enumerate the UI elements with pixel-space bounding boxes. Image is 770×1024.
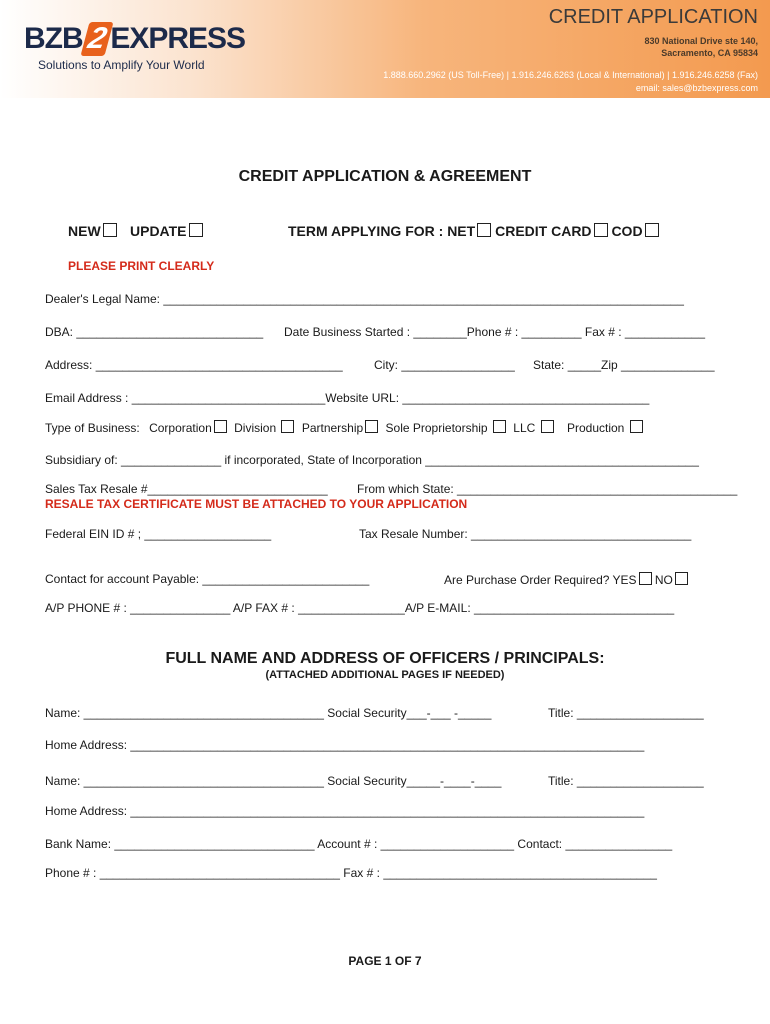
- update-checkbox[interactable]: [189, 223, 203, 237]
- logo-mark: 2: [80, 22, 113, 56]
- term-label: TERM APPLYING FOR : NET: [288, 223, 476, 239]
- partnership-label: Partnership: [301, 421, 364, 435]
- city-field[interactable]: City: _________________: [374, 358, 515, 372]
- logo-slogan: Solutions to Amplify Your World: [38, 58, 205, 72]
- state-zip-field[interactable]: State: _____Zip ______________: [533, 358, 715, 372]
- net-checkbox[interactable]: [477, 223, 491, 237]
- option-update-label: UPDATE: [130, 223, 187, 239]
- page-number: PAGE 1 OF 7: [348, 954, 422, 968]
- new-checkbox[interactable]: [103, 223, 117, 237]
- officer1-home-address-field[interactable]: Home Address: _____________________________________________________________________________: [45, 738, 645, 752]
- from-state-field[interactable]: From which State: __________________________________________: [357, 482, 738, 496]
- bank-field[interactable]: Bank Name: ______________________________ Account # : ____________________ Contact: ________________: [45, 837, 673, 851]
- print-clearly-notice: PLEASE PRINT CLEARLY: [68, 259, 215, 273]
- address-field[interactable]: Address: _____________________________________: [45, 358, 343, 372]
- officer2-title-field[interactable]: Title: ___________________: [548, 774, 704, 788]
- sales-tax-field[interactable]: Sales Tax Resale #___________________________: [45, 482, 328, 496]
- company-logo: [24, 22, 246, 72]
- page-title: CREDIT APPLICATION & AGREEMENT: [238, 168, 532, 185]
- corporation-checkbox[interactable]: [214, 420, 227, 433]
- phone-fax-field[interactable]: Phone # : ____________________________________ Fax # : _________________________________________: [45, 866, 657, 880]
- option-new-label: NEW: [68, 223, 101, 239]
- division-label: Division: [234, 421, 277, 435]
- header-title: CREDIT APPLICATION: [548, 6, 758, 28]
- division-checkbox[interactable]: [281, 420, 294, 433]
- ap-contact-field[interactable]: Contact for account Payable: _________________________: [45, 572, 370, 586]
- po-no-checkbox[interactable]: [675, 572, 688, 585]
- header-banner: [0, 0, 770, 98]
- cod-checkbox[interactable]: [645, 223, 659, 237]
- dba-field[interactable]: DBA: ____________________________: [45, 325, 264, 339]
- officer1-title-field[interactable]: Title: ___________________: [548, 706, 704, 720]
- llc-checkbox[interactable]: [541, 420, 554, 433]
- term-options: [288, 223, 659, 239]
- production-checkbox[interactable]: [630, 420, 643, 433]
- tax-resale-field[interactable]: Tax Resale Number: _________________________________: [359, 527, 692, 541]
- ap-contact-details-field[interactable]: A/P PHONE # : _______________ A/P FAX # : ________________A/P E-MAIL: ______________________________: [45, 601, 675, 615]
- business-type-row: [45, 420, 643, 435]
- resale-notice: RESALE TAX CERTIFICATE MUST BE ATTACHED TO YOUR APPLICATION: [45, 497, 468, 511]
- option-update: [130, 223, 203, 239]
- legal-name-field[interactable]: Dealer's Legal Name: ______________________________________________________________________________: [45, 292, 684, 306]
- header-address-line1: 830 National Drive ste 140,: [644, 36, 758, 46]
- po-required-label: Are Purchase Order Required? YES: [444, 573, 637, 587]
- option-new: [68, 223, 117, 239]
- po-yes-checkbox[interactable]: [639, 572, 652, 585]
- officer2-name-field[interactable]: Name: ____________________________________ Social Security_____-____-____: [45, 774, 502, 788]
- credit-card-checkbox[interactable]: [594, 223, 608, 237]
- header-email: email: sales@bzbexpress.com: [635, 83, 758, 93]
- ein-field[interactable]: Federal EIN ID # ; ___________________: [45, 527, 272, 541]
- logo-wordmark: BZB2EXPRESS: [24, 22, 246, 55]
- subsidiary-field[interactable]: Subsidiary of: _______________ if incorporated, State of Incorporation _________________________________________: [45, 453, 699, 467]
- corporation-label: Corporation: [149, 421, 212, 435]
- credit-card-label: CREDIT CARD: [495, 223, 592, 239]
- llc-label: LLC: [513, 421, 536, 435]
- officer1-name-field[interactable]: Name: ____________________________________ Social Security___-___ -_____: [45, 706, 492, 720]
- cod-label: COD: [611, 223, 643, 239]
- header-phones: 1.888.660.2962 (US Toll-Free) | 1.916.246.6263 (Local & International) | 1.916.246.6258 (Fax): [383, 70, 758, 80]
- email-website-field[interactable]: Email Address : _____________________________Website URL: _____________________________________: [45, 391, 650, 405]
- business-type-label: Type of Business:: [45, 421, 140, 435]
- po-no-label: NO: [654, 573, 673, 587]
- po-required-row: [444, 572, 688, 587]
- officers-section-title: FULL NAME AND ADDRESS OF OFFICERS / PRINCIPALS:: [165, 650, 605, 667]
- sole-proprietorship-checkbox[interactable]: [493, 420, 506, 433]
- sole-proprietorship-label: Sole Proprietorship: [385, 421, 488, 435]
- header-address-line2: Sacramento, CA 95834: [661, 48, 758, 58]
- officer2-home-address-field[interactable]: Home Address: _____________________________________________________________________________: [45, 804, 645, 818]
- officers-section-subtitle: (ATTACHED ADDITIONAL PAGES IF NEEDED): [265, 669, 505, 681]
- date-phone-fax-fields[interactable]: Date Business Started : ________Phone # : _________ Fax # : ____________: [284, 325, 705, 339]
- partnership-checkbox[interactable]: [365, 420, 378, 433]
- production-label: Production: [566, 421, 625, 435]
